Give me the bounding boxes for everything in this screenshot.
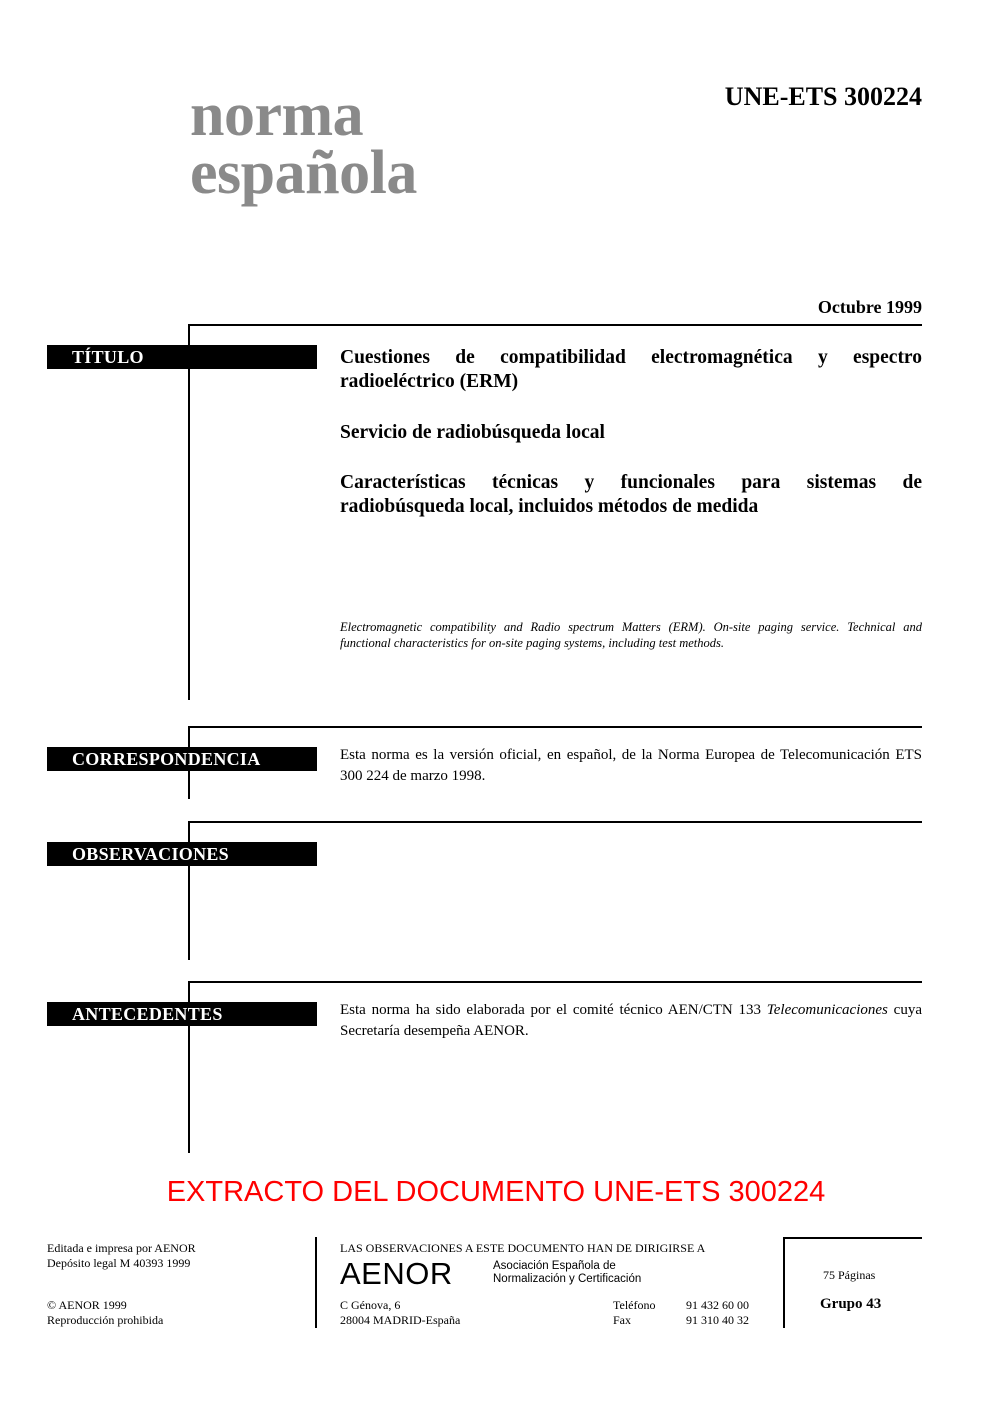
extract-watermark: EXTRACTO DEL DOCUMENTO UNE-ETS 300224 xyxy=(166,1176,826,1208)
document-number: UNE-ETS 300224 xyxy=(724,82,922,111)
title-en: Electromagnetic compatibility and Radio spectrum Matters (ERM). On-site paging service. Technical and functional characteristics for on-site paging systems, including test methods. xyxy=(340,620,922,650)
label-correspondencia: CORRESPONDENCIA xyxy=(47,747,317,771)
footer-box-left xyxy=(783,1237,785,1328)
section-divider xyxy=(188,821,922,823)
footer-group: Grupo 43 xyxy=(820,1296,882,1312)
antecedentes-text xyxy=(340,1000,922,1042)
title-es-3: Características técnicas y funcionales para sistemas de radiobúsqueda local, incluidos métodos de medida xyxy=(340,472,922,517)
antecedentes-text-1: Esta norma ha sido elaborada por el comité técnico AEN/CTN 133 xyxy=(340,1002,767,1018)
association-line-1: Asociación Española de xyxy=(493,1260,616,1272)
footer-edited-by: Editada e impresa por AENOR xyxy=(47,1241,196,1255)
footer-copyright: © AENOR 1999 xyxy=(47,1298,127,1312)
footer-pages: 75 Páginas xyxy=(823,1268,876,1282)
footer-box-top xyxy=(783,1237,922,1239)
section-divider xyxy=(188,726,922,728)
footer-legal-deposit: Depósito legal M 40393 1999 xyxy=(47,1256,191,1270)
correspondencia-text: Esta norma es la versión oficial, en español, de la Norma Europea de Telecomunicación ETS 300 224 de marzo 1998. xyxy=(340,747,922,784)
section-vline xyxy=(188,324,190,700)
section-divider xyxy=(188,981,922,983)
brand-norma: norma xyxy=(190,81,364,149)
footer-observations-note: LAS OBSERVACIONES A ESTE DOCUMENTO HAN DE DIRIGIRSE A xyxy=(340,1241,706,1255)
antecedentes-text-2: cuya Secretaría desempeña AENOR. xyxy=(340,1002,922,1039)
footer-phone: 91 432 60 00 xyxy=(686,1298,749,1312)
antecedentes-committee: Telecomunicaciones xyxy=(766,1002,888,1018)
footer-fax-label: Fax xyxy=(613,1313,631,1327)
footer-reproduction: Reproducción prohibida xyxy=(47,1313,164,1327)
brand-espanola: española xyxy=(190,139,417,207)
label-observaciones: OBSERVACIONES xyxy=(47,842,317,866)
aenor-logo: AENOR xyxy=(340,1256,453,1291)
aenor-association xyxy=(493,1260,641,1286)
footer-fax: 91 310 40 32 xyxy=(686,1313,749,1327)
publication-date: Octubre 1999 xyxy=(817,297,922,317)
title-es-1: Cuestiones de compatibilidad electromagnética y espectro radioeléctrico (ERM) xyxy=(340,347,922,392)
section-divider xyxy=(188,324,922,326)
footer-phone-label: Teléfono xyxy=(613,1298,656,1312)
association-line-2: Normalización y Certificación xyxy=(493,1273,642,1285)
label-titulo: TÍTULO xyxy=(47,345,317,369)
footer-address-1: C Génova, 6 xyxy=(340,1298,401,1312)
title-es-2: Servicio de radiobúsqueda local xyxy=(340,422,605,443)
footer-divider xyxy=(315,1237,317,1328)
label-antecedentes: ANTECEDENTES xyxy=(47,1002,317,1026)
footer-address-2: 28004 MADRID-España xyxy=(340,1313,461,1327)
